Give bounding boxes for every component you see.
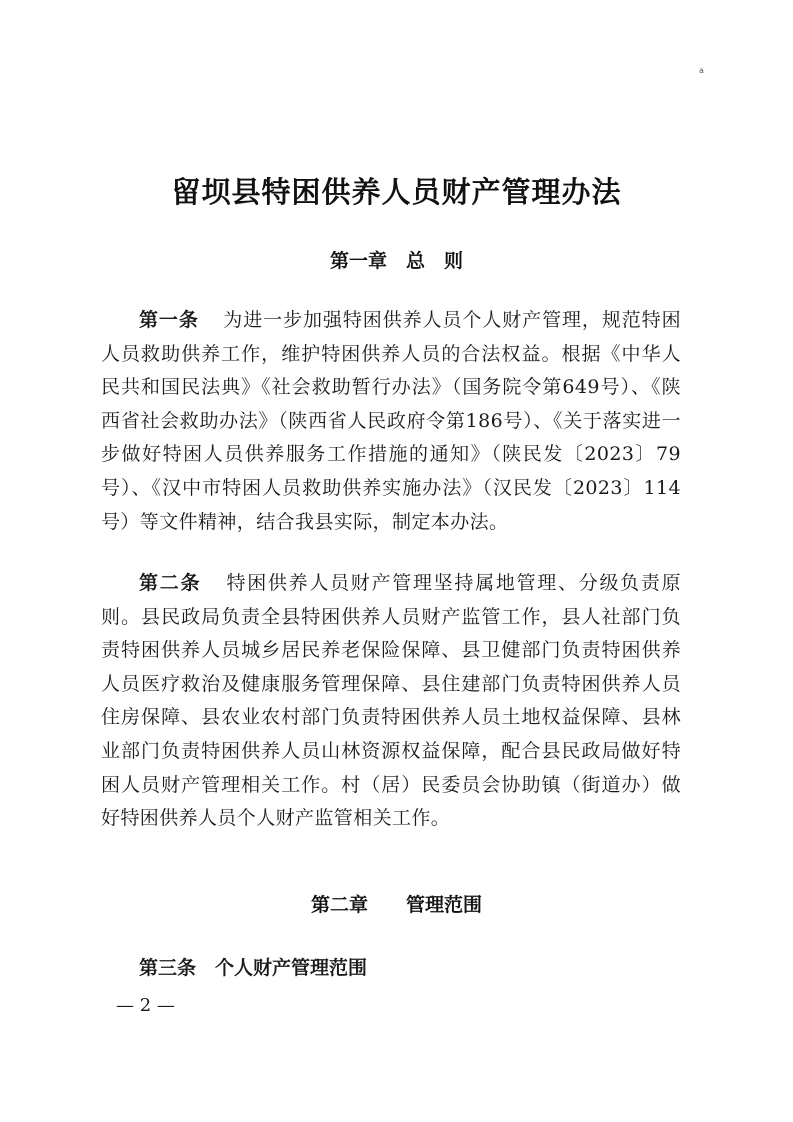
page-number: — 2 — <box>116 995 175 1016</box>
article-3-heading: 第三条 个人财产管理范围 <box>139 957 368 979</box>
article-2-text: 特困供养人员财产管理坚持属地管理、分级负责原则。县民政局负责全县特困供养人员财产监管工作，县人社部门负责特困供养人员城乡居民养老保险保障、县卫健部门负责特困供养人员医疗救治及健康服务管理保障、县住建部门负责特困供养人员住房保障、县农业农村部门负责特困供养人员土地权益保障、县林业部门负责特困供养人员山林资源权益保障，配合县民政局做好特困人员财产管理相关工作。村（居）民委员会协助镇（街道办）做好特困供养人员个人财产监管相关工作。 <box>101 572 681 830</box>
article-2-label: 第二条 <box>139 572 202 594</box>
chapter-1-heading: 第一章 总 则 <box>329 250 463 272</box>
chapter-2-heading: 第二章 管理范围 <box>310 894 482 916</box>
article-1-paragraph <box>101 304 681 539</box>
article-2-paragraph <box>101 567 681 836</box>
article-1-text: 为进一步加强特困供养人员个人财产管理，规范特困人员救助供养工作，维护特困供养人员的合法权益。根据《中华人民共和国民法典》《社会救助暂行办法》（国务院令第649号）、《陕西省社会救助办法》（陕西省人民政府令第186号）、《关于落实进一步做好特困人员供养服务工作措施的通知》（陕民发〔2023〕79号）、《汉中市特困人员救助供养实施办法》（汉民发〔2023〕114号）等文件精神，结合我县实际，制定本办法。 <box>101 309 682 533</box>
article-1-label: 第一条 <box>139 309 199 331</box>
document-title: 留坝县特困供养人员财产管理办法 <box>171 175 622 209</box>
corner-mark: a <box>699 66 704 75</box>
